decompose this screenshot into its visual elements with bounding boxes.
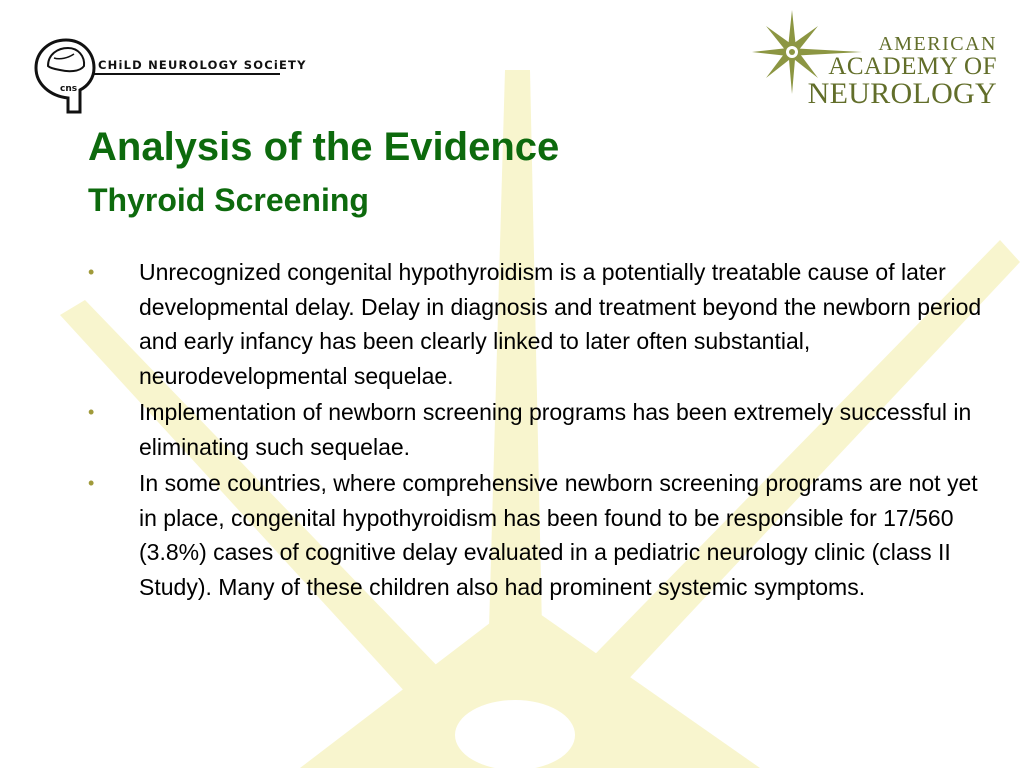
bullet-text: In some countries, where comprehensive newborn screening programs are not yet in place, congenital hypothyroidism has been found to be responsible for 17/560 (3.8%) cases of cognitive delay evaluated in a pediatric neurology clinic (class II Study). Many of these children also had prominent systemic symptoms. [139,470,978,600]
cns-head-logo-icon [28,38,288,118]
aan-logo-line-academy: ACADEMY OF [828,53,997,80]
bullet-marker: • [88,402,95,422]
aan-logo-line-neurology: NEUROLOGY [807,77,997,110]
slide-title: Analysis of the Evidence [88,125,560,169]
bullet-item [88,255,988,393]
bullet-text: Unrecognized congenital hypothyroidism is a potentially treatable cause of later developmental delay. Delay in diagnosis and treatment beyond the newborn period and early infancy has been clearly linked to later often substantial, neurodevelopmental sequelae. [139,259,982,389]
bullet-item [88,466,988,604]
bullet-marker: • [88,473,95,493]
slide-subtitle: Thyroid Screening [88,182,369,218]
aan-logo-text [808,34,997,109]
aan-logo-line-american: AMERICAN [878,33,997,55]
cns-logo-text: CHiLD NEUROLOGY SOCiETY [98,58,307,72]
bullet-marker: • [88,262,95,282]
bullet-text: Implementation of newborn screening programs has been extremely successful in eliminating such sequelae. [139,399,972,460]
bullet-list [88,255,988,606]
cns-logo-badge: cns [60,84,78,94]
bullet-item [88,395,988,464]
